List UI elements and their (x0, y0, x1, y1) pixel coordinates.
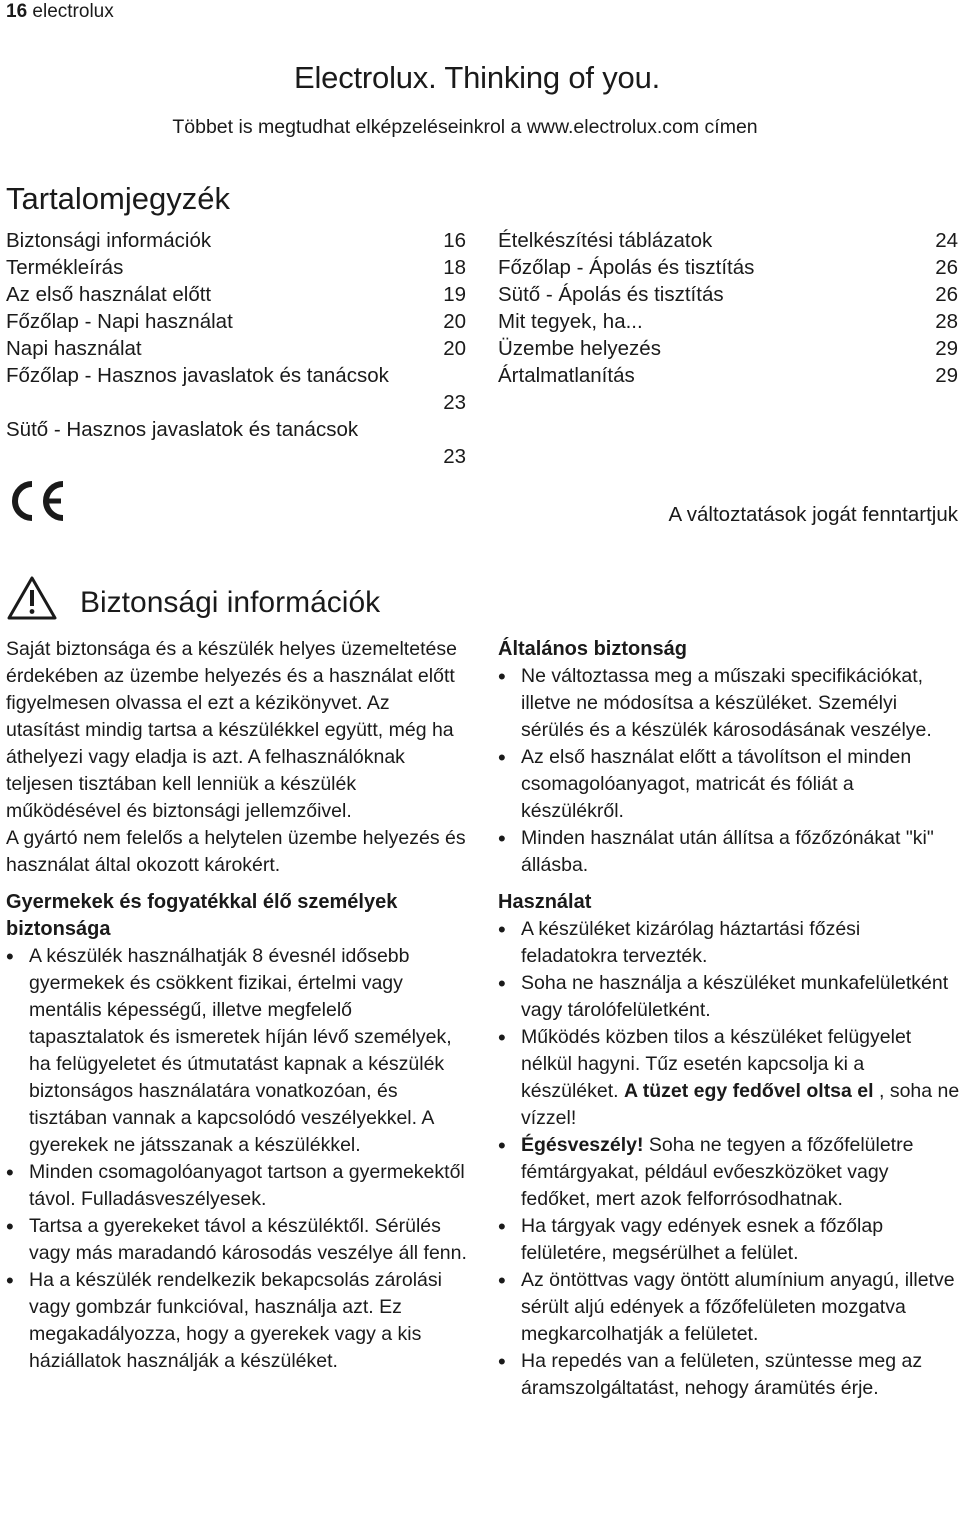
toc-entry[interactable]: Ártalmatlanítás 29 (498, 364, 958, 387)
list-item: • Tartsa a gyerekeket távol a készüléktől. Sérülés vagy más maradandó károsodás veszélye áll fenn. (6, 1213, 468, 1267)
intro-paragraph: A gyártó nem felelős a helytelen üzembe helyezés és használat által okozott károkért. (6, 827, 466, 876)
list-item: • Ne változtassa meg a műszaki specifikációkat, illetve ne módosítsa a készüléket. Személyi sérülés és a készülék károsodásának veszélye. (498, 663, 960, 744)
toc-entry[interactable]: Napi használat 20 (6, 337, 466, 360)
section-title: Biztonsági információk (80, 586, 381, 619)
left-column (6, 636, 468, 1375)
toc-entry[interactable]: Főzőlap - Ápolás és tisztítás 26 (498, 256, 958, 279)
toc-entry[interactable]: Üzembe helyezés 29 (498, 337, 958, 360)
brand-name: electrolux (32, 1, 114, 22)
page-number: 16 (6, 1, 28, 22)
right-column (498, 636, 960, 1402)
children-safety-heading: Gyermekek és fogyatékkal élő személyek biztonsága (6, 891, 398, 940)
toc-entry[interactable]: Termékleírás 18 (6, 256, 466, 279)
list-item: • Ha repedés van a felületen, szüntesse meg az áramszolgáltatást, nehogy áramütés érje. (498, 1348, 960, 1402)
list-item: • Ha tárgyak vagy edények esnek a főzőlap felületére, megsérülhet a felület. (498, 1213, 960, 1267)
ce-mark-icon (6, 479, 68, 528)
use-heading: Használat (498, 891, 592, 913)
list-item: • A készülék használhatják 8 évesnél idősebb gyermekek és csökkent fizikai, értelmi vagy mentális képességű, illetve megfelelő tapasztalatok és ismeretek híján lévő személyek, ha felügyeletet és útmutatást kapnak a készülék biztonságos használatára vonatkozóan, és tisztában vannak a kapcsolódó veszélyekkel. A gyerekek ne játsszanak a készülékkel. (6, 943, 468, 1159)
fire-warning: A tüzet egy fedővel oltsa el (623, 1080, 874, 1102)
warning-triangle-icon (6, 575, 58, 626)
toc-entry[interactable]: Mit tegyek, ha... 28 (498, 310, 958, 333)
list-item: • Az öntöttvas vagy öntött alumínium anyagú, illetve sérült aljú edények a főzőfelületen mozgatva megkarcolhatják a felületet. (498, 1267, 960, 1348)
toc-entry[interactable]: Sütő - Hasznos javaslatok és tanácsok 23 (6, 418, 466, 468)
general-safety-heading: Általános biztonság (498, 638, 687, 660)
tagline: Electrolux. Thinking of you. (294, 60, 661, 95)
intro-paragraph: Saját biztonsága és a készülék helyes üzemeltetése érdekében az üzembe helyezés és a használat előtt figyelmesen olvassa el ezt a kézikönyvet. Az utasítást mindig tartsa a készülékkel együtt, még ha áthelyezi vagy eladja is azt. A felhasználóknak teljesen tisztában kell lenniük a készülék működésével és biztonsági jellemzőivel. (6, 638, 457, 822)
toc-entry[interactable]: Biztonsági információk 16 (6, 229, 466, 252)
list-item: • Működés közben tilos a készüléket felügyelet nélkül hagyni. Tűz esetén kapcsolja ki a készüléket. A tüzet egy fedővel oltsa el , soha ne vízzel! (498, 1024, 960, 1132)
rights-notice: A változtatások jogát fenntartjuk (668, 503, 958, 526)
list-item: • Minden csomagolóanyagot tartson a gyermekektől távol. Fulladásveszélyesek. (6, 1159, 468, 1213)
more-info: Többet is megtudhat elképzeléseinkrol a www.electrolux.com címen (172, 116, 758, 138)
list-item: • Az első használat előtt a távolítson el minden csomagolóanyagot, matricát és fóliát a készülékről. (498, 744, 960, 825)
list-item: • Ha a készülék rendelkezik bekapcsolás zárolási vagy gombzár funkcióval, használja azt. Ez megakadályozza, hogy a gyerekek vagy a kis háziállatok használják a készüléket. (6, 1267, 468, 1375)
toc-right (498, 227, 958, 389)
burn-warning: Égésveszély! (521, 1134, 644, 1156)
toc-title: Tartalomjegyzék (6, 181, 230, 216)
list-item: • A készüléket kizárólag háztartási főzési feladatokra tervezték. (498, 916, 960, 970)
list-item: • Minden használat után állítsa a főzőzónákat "ki" állásba. (498, 825, 960, 879)
toc-entry[interactable]: Az első használat előtt 19 (6, 283, 466, 306)
list-item: • Égésveszély! Soha ne tegyen a főzőfelületre fémtárgyakat, például evőeszközöket vagy fedőket, mert azok felforrósodhatnak. (498, 1132, 960, 1213)
toc-left (6, 227, 466, 470)
toc-entry[interactable]: Ételkészítési táblázatok 24 (498, 229, 958, 252)
toc-entry[interactable]: Főzőlap - Hasznos javaslatok és tanácsok 23 (6, 364, 466, 414)
toc-entry[interactable]: Sütő - Ápolás és tisztítás 26 (498, 283, 958, 306)
toc-entry[interactable]: Főzőlap - Napi használat 20 (6, 310, 466, 333)
list-item: • Soha ne használja a készüléket munkafelületként vagy tárolófelületként. (498, 970, 960, 1024)
page-header (6, 0, 114, 24)
